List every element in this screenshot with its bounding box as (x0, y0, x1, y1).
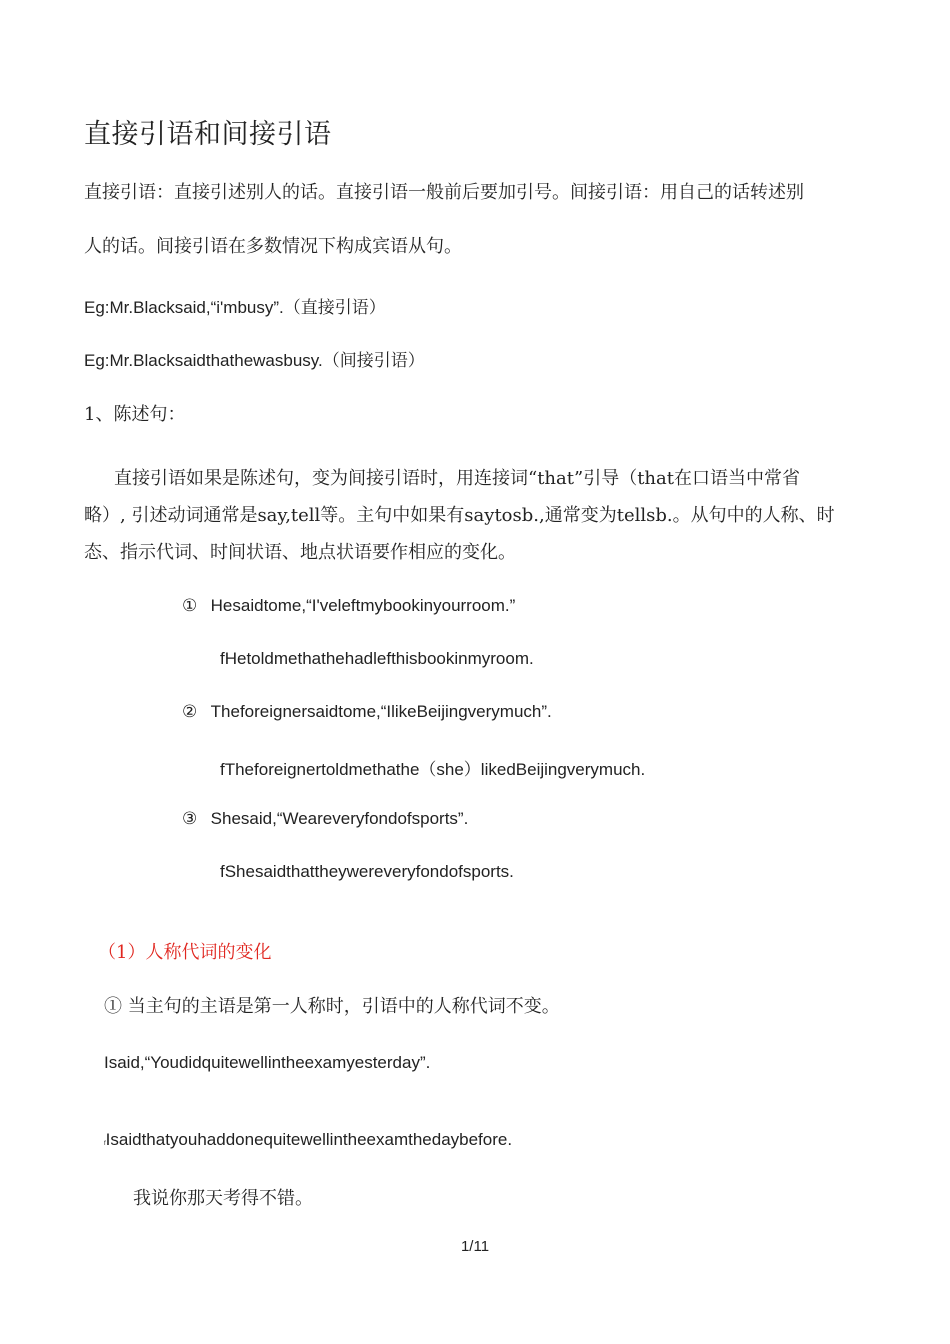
section-heading-declarative: 1、陈述句： (84, 404, 186, 425)
rule-example-direct: Isaid,“Youdidquitewellintheexamyesterday”. (104, 1053, 431, 1072)
para-line-2: 略）, 引述动词通常是say,tell等。主句中如果有saytosb.,通常变为tellsb.。从句中的人称、时 (84, 505, 835, 526)
rule-example-indirect-line (104, 1130, 512, 1150)
intro-line-2: 人的话。间接引语在多数情况下构成宾语从句。 (84, 236, 462, 257)
intro-line-1: 直接引语：直接引述别人的话。直接引语一般前后要加引号。间接引语：用自己的话转述别 (84, 182, 804, 203)
para-line-3: 态、指示代词、时间状语、地点状语要作相应的变化。 (84, 542, 516, 563)
example-direct-speech: Eg:Mr.Blacksaid,“i'mbusy”.（直接引语） (84, 298, 386, 317)
circled-number: ② (182, 702, 198, 722)
marker-glyph: f (104, 1141, 106, 1147)
circled-number: ③ (182, 809, 198, 829)
example-item (182, 809, 468, 829)
rule-example-translation: 我说你那天考得不错。 (133, 1188, 313, 1209)
example-direct: Hesaidtome,“I'veleftmybookinyourroom.” (210, 596, 516, 615)
example-item (182, 596, 515, 616)
circled-number: ① (182, 596, 198, 616)
example-indirect: fTheforeignertoldmethathe（she）likedBeijingverymuch. (220, 760, 646, 779)
example-indirect-speech: Eg:Mr.Blacksaidthathewasbusy.（间接引语） (84, 351, 425, 370)
example-item (182, 702, 552, 722)
rule-first-person: ① 当主句的主语是第一人称时，引语中的人称代词不变。 (104, 996, 560, 1017)
example-indirect: fShesaidthattheywereveryfondofsports. (220, 862, 514, 881)
rule-example-indirect: Isaidthatyouhaddonequitewellintheexamthedaybefore. (105, 1130, 513, 1149)
document-title: 直接引语和间接引语 (84, 119, 332, 150)
example-direct: Shesaid,“Weareveryfondofsports”. (210, 809, 469, 828)
page-number: 1/11 (460, 1238, 490, 1255)
example-indirect: fHetoldmethathehadlefthisbookinmyroom. (220, 649, 534, 668)
example-direct: Theforeignersaidtome,“IlikeBeijingverymuch”. (210, 702, 552, 721)
subsection-heading-pronoun: （1）人称代词的变化 (98, 942, 272, 963)
para-line-1: 直接引语如果是陈述句，变为间接引语时，用连接词“that”引导（that在口语当中常省 (114, 468, 800, 489)
